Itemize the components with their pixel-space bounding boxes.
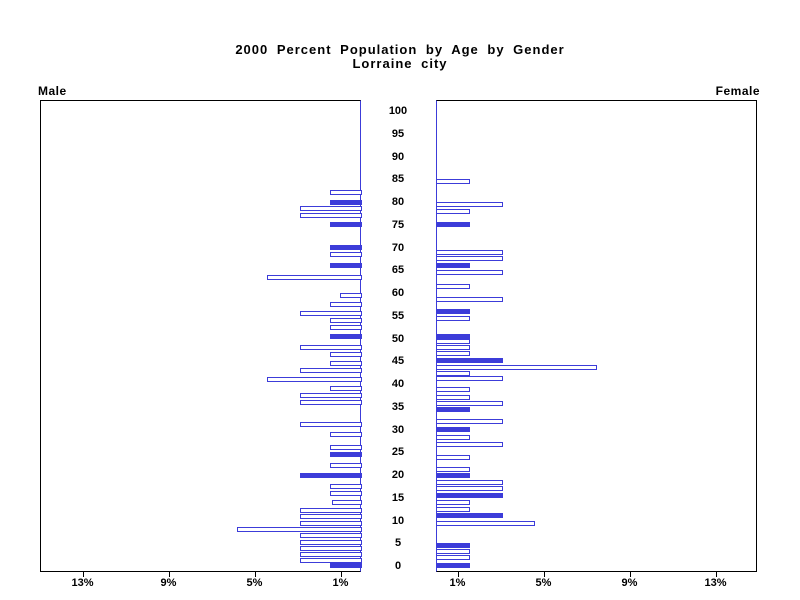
female-age-bar — [436, 202, 503, 207]
female-pct-tick-mark — [458, 572, 459, 577]
male-plot-panel — [40, 100, 361, 572]
age-axis-tick-label: 5 — [394, 537, 402, 550]
male-pct-tick-label: 13% — [71, 577, 94, 589]
female-age-bar — [436, 427, 470, 432]
female-age-bar — [436, 563, 470, 568]
female-age-bar — [436, 263, 470, 268]
male-pct-tick-mark — [83, 572, 84, 577]
age-axis-tick-label: 0 — [394, 560, 402, 572]
chart-title: 2000 Percent Population by Age by Gender — [235, 42, 565, 57]
male-age-bar — [300, 311, 362, 316]
chart-subtitle: Lorraine city — [352, 56, 448, 71]
age-axis-tick-label: 70 — [391, 241, 405, 254]
female-plot-panel — [436, 100, 757, 572]
male-age-bar — [330, 252, 362, 257]
female-pct-tick-mark — [716, 572, 717, 577]
female-age-bar — [436, 419, 503, 424]
male-age-bar — [330, 318, 362, 323]
female-age-bar — [436, 473, 470, 478]
male-age-bar — [330, 452, 362, 457]
male-age-bar — [267, 377, 362, 382]
male-age-bar — [300, 546, 362, 551]
age-axis-tick-label: 10 — [391, 514, 405, 527]
female-age-bar — [436, 486, 503, 491]
female-age-bar — [436, 513, 503, 518]
male-age-bar — [330, 302, 362, 307]
male-age-bar — [330, 325, 362, 330]
male-age-bar — [300, 521, 362, 526]
male-age-bar — [340, 293, 362, 298]
age-axis-tick-label: 15 — [391, 491, 405, 504]
male-age-bar — [330, 361, 362, 366]
female-pct-tick-label: 1% — [449, 577, 466, 589]
female-age-bar — [436, 309, 470, 314]
female-age-bar — [436, 179, 470, 184]
age-axis-tick-label: 85 — [391, 173, 405, 186]
female-age-bar — [436, 297, 503, 302]
age-axis-tick-label: 95 — [391, 127, 405, 140]
male-panel-label: Male — [38, 84, 67, 98]
male-age-bar — [300, 393, 362, 398]
female-age-bar — [436, 316, 470, 321]
age-axis-tick-label: 45 — [391, 355, 405, 368]
female-pct-tick-label: 13% — [704, 577, 727, 589]
female-age-bar — [436, 480, 503, 485]
age-axis-tick-label: 50 — [391, 332, 405, 345]
male-age-bar — [330, 222, 362, 227]
female-age-bar — [436, 521, 535, 526]
age-axis-tick-label: 55 — [391, 309, 405, 322]
female-age-bar — [436, 500, 470, 505]
female-age-bar — [436, 365, 597, 370]
male-age-bar — [332, 500, 362, 505]
female-age-bar — [436, 407, 470, 412]
female-age-bar — [436, 507, 470, 512]
male-age-bar — [330, 263, 362, 268]
male-pct-tick-label: 1% — [332, 577, 349, 589]
age-axis-tick-label: 80 — [391, 196, 405, 208]
male-age-bar — [330, 491, 362, 496]
male-age-bar — [300, 345, 362, 350]
age-axis-tick-label: 65 — [391, 264, 405, 277]
age-axis-tick-label: 35 — [391, 400, 405, 413]
age-axis-tick-label: 40 — [391, 378, 405, 390]
female-pct-tick-label: 5% — [535, 577, 552, 589]
male-age-bar — [300, 422, 362, 427]
female-age-bar — [436, 222, 470, 227]
male-age-bar — [237, 527, 362, 532]
female-age-bar — [436, 493, 503, 498]
female-age-bar — [436, 467, 470, 472]
male-age-bar — [267, 275, 362, 280]
female-age-bar — [436, 376, 503, 381]
female-age-bar — [436, 395, 470, 400]
male-age-bar — [300, 368, 362, 373]
male-age-bar — [300, 400, 362, 405]
male-age-bar — [300, 508, 362, 513]
male-age-bar — [330, 334, 362, 339]
male-age-bar — [330, 386, 362, 391]
male-age-bar — [330, 352, 362, 357]
male-age-bar — [330, 445, 362, 450]
age-axis-tick-label: 60 — [391, 287, 405, 299]
age-axis-tick-label: 90 — [391, 150, 405, 163]
female-age-bar — [436, 345, 470, 350]
female-age-bar — [436, 339, 470, 344]
female-age-bar — [436, 209, 470, 214]
female-pct-tick-mark — [630, 572, 631, 577]
male-age-bar — [300, 540, 362, 545]
male-age-bar — [330, 245, 362, 250]
female-age-bar — [436, 401, 503, 406]
age-axis-tick-label: 20 — [391, 469, 405, 481]
male-age-bar — [330, 484, 362, 489]
male-pct-tick-label: 9% — [160, 577, 177, 589]
female-age-bar — [436, 555, 470, 560]
female-age-bar — [436, 387, 470, 392]
female-age-bar — [436, 351, 470, 356]
age-axis-tick-label: 30 — [391, 423, 405, 436]
male-age-bar — [330, 190, 362, 195]
male-age-bar — [330, 200, 362, 205]
female-age-bar — [436, 543, 470, 548]
male-age-bar — [300, 206, 362, 211]
male-age-bar — [330, 463, 362, 468]
female-age-bar — [436, 250, 503, 255]
female-age-bar — [436, 435, 470, 440]
male-age-bar — [330, 563, 362, 568]
female-panel-label: Female — [715, 84, 760, 98]
female-age-bar — [436, 284, 470, 289]
female-age-bar — [436, 256, 503, 261]
female-age-bar — [436, 442, 503, 447]
female-age-bar — [436, 549, 470, 554]
female-age-bar — [436, 358, 503, 363]
female-pct-tick-label: 9% — [621, 577, 638, 589]
age-axis-tick-label: 100 — [388, 105, 408, 117]
male-age-bar — [300, 473, 362, 478]
male-pct-tick-mark — [169, 572, 170, 577]
female-age-bar — [436, 270, 503, 275]
male-pct-tick-mark — [255, 572, 256, 577]
age-axis-tick-label: 25 — [391, 446, 405, 459]
female-pct-tick-mark — [544, 572, 545, 577]
age-axis-tick-label: 75 — [391, 218, 405, 231]
female-age-bar — [436, 455, 470, 460]
male-pct-tick-mark — [341, 572, 342, 577]
male-pct-tick-label: 5% — [246, 577, 263, 589]
male-age-bar — [300, 552, 362, 557]
male-age-bar — [300, 213, 362, 218]
male-age-bar — [300, 533, 362, 538]
male-age-bar — [330, 432, 362, 437]
male-age-bar — [300, 514, 362, 519]
